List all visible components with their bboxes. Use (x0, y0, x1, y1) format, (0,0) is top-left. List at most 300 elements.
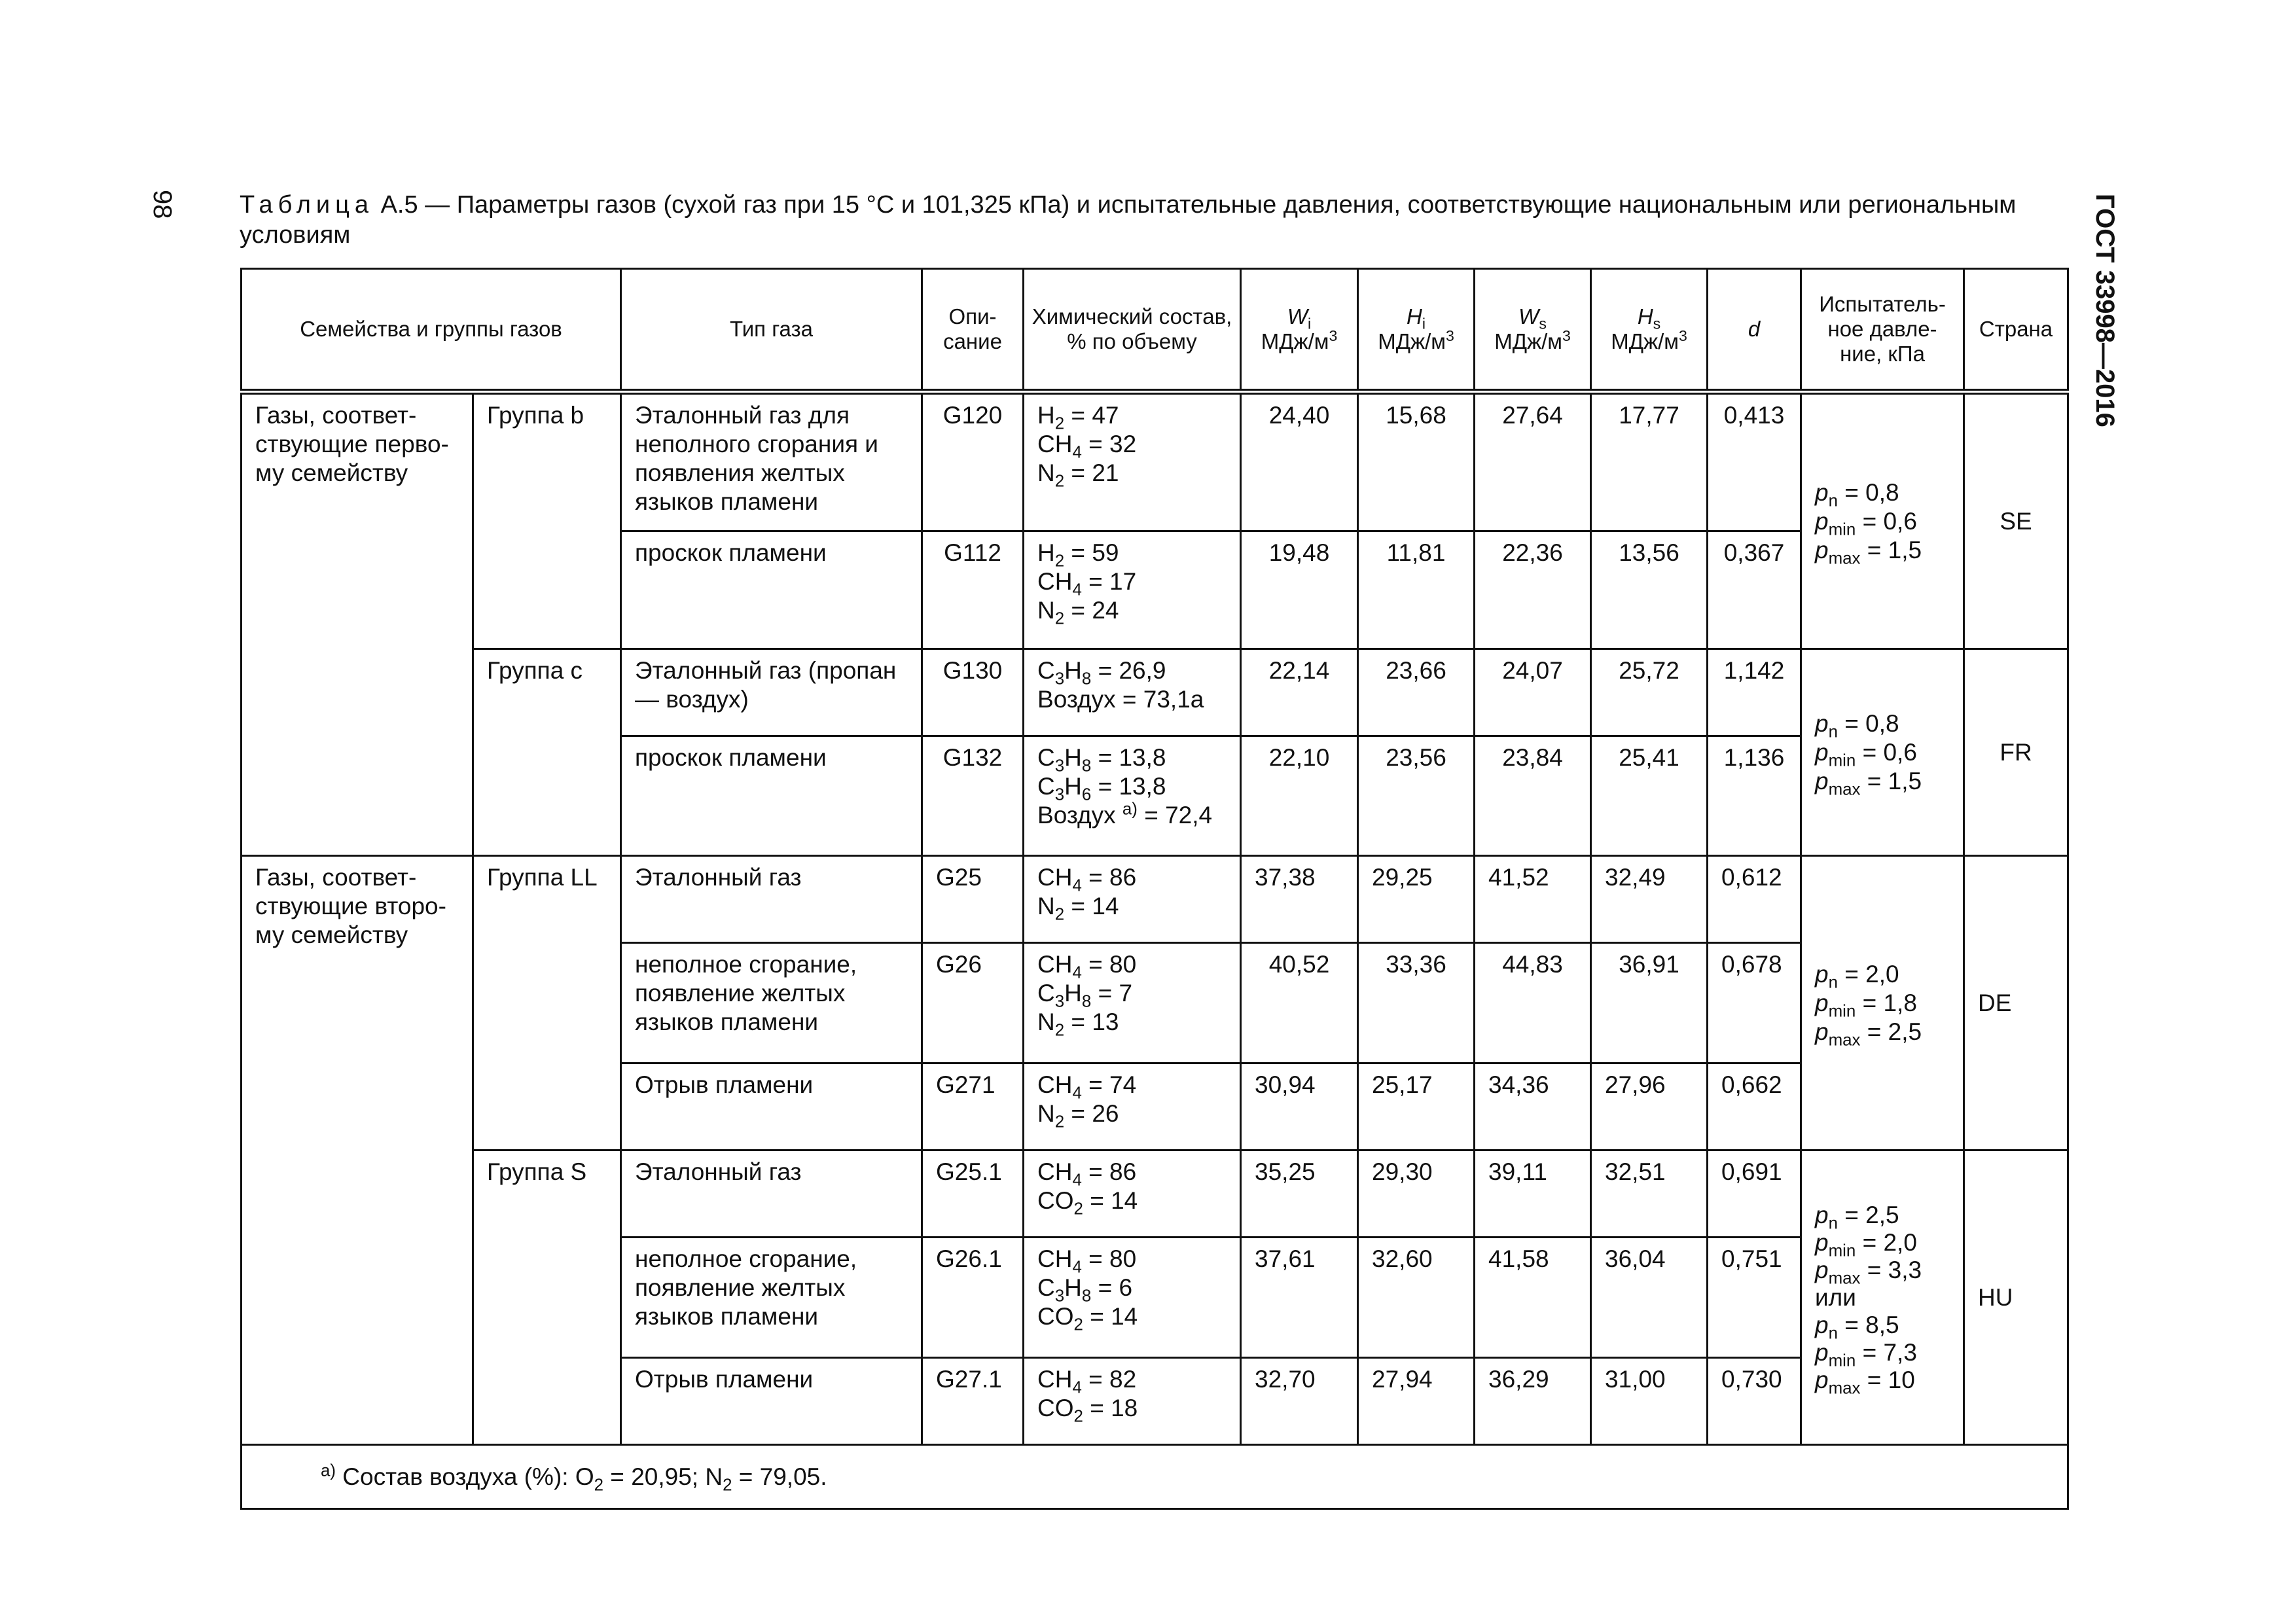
hi-cell: 23,66 (1358, 649, 1475, 736)
p-symbol: p (1815, 478, 1829, 506)
comp-text: H (1037, 539, 1055, 566)
gas-parameters-table (240, 268, 2069, 1510)
ws-cell: 44,83 (1475, 943, 1591, 1063)
comp-text: = 72,4 (1137, 802, 1213, 829)
p-sub: max (1828, 1268, 1861, 1287)
comp-line (1037, 1302, 1227, 1334)
wi-unit: МДж/м (1261, 329, 1329, 353)
table-row (242, 856, 2068, 943)
footnote-sub: 2 (723, 1475, 732, 1494)
comp-sub: 2 (1054, 552, 1065, 571)
p-value: = 0,6 (1856, 507, 1917, 535)
hs-symbol: H (1637, 304, 1653, 329)
wi-sub: i (1308, 315, 1312, 332)
p-value: = 0,8 (1838, 478, 1899, 506)
comp-text: N (1037, 459, 1055, 486)
comp-text: = 86 (1081, 1158, 1137, 1185)
pressure-line (1815, 478, 1950, 510)
ws-unit-sup: 3 (1562, 327, 1571, 344)
designation-cell: G26.1 (922, 1238, 1024, 1358)
comp-text: = 13,8 (1091, 773, 1166, 800)
comp-text: H (1064, 1274, 1082, 1301)
p-sub: max (1828, 779, 1861, 798)
composition-cell (1024, 943, 1241, 1063)
comp-sub: 2 (1073, 1407, 1083, 1426)
hs-sub: s (1653, 315, 1661, 332)
p-value: = 2,5 (1838, 1201, 1899, 1228)
gas-type-cell: Эталонный газ для неполного сгорания и появления желтых языков пламени (621, 392, 922, 531)
group-c-cell: Группа c (473, 649, 621, 856)
comp-text: Воздух (1037, 802, 1122, 829)
p-sub: n (1828, 491, 1838, 510)
country-cell: DE (1964, 856, 2068, 1150)
composition-cell (1024, 736, 1241, 856)
p-sub: n (1828, 722, 1838, 741)
ws-cell: 39,11 (1475, 1150, 1591, 1238)
comp-text: = 59 (1064, 539, 1119, 566)
comp-text: N (1037, 1100, 1055, 1127)
comp-text: CH (1037, 1158, 1073, 1185)
pressure-line (1815, 989, 1950, 1018)
composition-cell (1024, 1150, 1241, 1238)
composition-cell (1024, 531, 1241, 649)
d-cell: 0,612 (1708, 856, 1801, 943)
hi-cell: 15,68 (1358, 392, 1475, 531)
comp-text: = 18 (1083, 1395, 1138, 1421)
p-symbol: p (1815, 960, 1829, 988)
comp-sub: 2 (1054, 1113, 1065, 1132)
comp-sub: 3 (1054, 785, 1065, 804)
d-cell: 0,367 (1708, 531, 1801, 649)
hi-cell: 11,81 (1358, 531, 1475, 649)
pressure-cell-se (1801, 392, 1964, 649)
composition-cell (1024, 1238, 1241, 1358)
comp-text: CO (1037, 1187, 1074, 1214)
ws-cell: 27,64 (1475, 392, 1591, 531)
comp-text: = 17 (1081, 568, 1137, 595)
comp-sub: 3 (1054, 1287, 1065, 1306)
pressure-line (1815, 1201, 1950, 1232)
wi-unit-sup: 3 (1329, 327, 1338, 344)
comp-line (1037, 1158, 1227, 1190)
wi-cell: 32,70 (1241, 1358, 1358, 1445)
col-country-header: Страна (1964, 269, 2068, 392)
d-cell: 0,678 (1708, 943, 1801, 1063)
hi-cell: 25,17 (1358, 1063, 1475, 1150)
hs-unit-sup: 3 (1678, 327, 1687, 344)
comp-text: C (1037, 1274, 1055, 1301)
gas-type-cell: Эталонный газ (621, 856, 922, 943)
wi-cell: 35,25 (1241, 1150, 1358, 1238)
composition-cell (1024, 856, 1241, 943)
comp-line (1037, 1186, 1227, 1219)
comp-text: CH (1037, 431, 1073, 457)
comp-line (1037, 1274, 1227, 1306)
hs-cell: 27,96 (1591, 1063, 1708, 1150)
col-d-header (1708, 269, 1801, 392)
hi-cell: 29,25 (1358, 856, 1475, 943)
table-row (242, 649, 2068, 736)
comp-sub: 2 (1054, 905, 1065, 924)
ws-cell: 24,07 (1475, 649, 1591, 736)
comp-text: = 13,8 (1091, 744, 1166, 771)
wi-cell: 37,61 (1241, 1238, 1358, 1358)
hs-cell: 13,56 (1591, 531, 1708, 649)
comp-text: CO (1037, 1395, 1074, 1421)
comp-sub: 4 (1072, 1378, 1082, 1397)
hs-unit: МДж/м (1611, 329, 1679, 353)
comp-text: CH (1037, 864, 1073, 891)
designation-cell: G130 (922, 649, 1024, 736)
col-families-header: Семейства и группы газов (242, 269, 621, 392)
wi-cell: 40,52 (1241, 943, 1358, 1063)
d-cell: 0,662 (1708, 1063, 1801, 1150)
wi-cell: 30,94 (1241, 1063, 1358, 1150)
comp-text: = 7 (1091, 980, 1133, 1007)
comp-text: H (1064, 744, 1082, 771)
p-value: = 1,8 (1856, 989, 1917, 1016)
p-value: = 7,3 (1856, 1338, 1917, 1366)
hs-cell: 36,04 (1591, 1238, 1708, 1358)
comp-text: = 24 (1064, 597, 1119, 624)
wi-symbol: W (1287, 304, 1308, 329)
comp-line (1037, 892, 1227, 924)
col-composition-header: Химический состав, % по объему (1024, 269, 1241, 392)
group-s-cell: Группа S (473, 1150, 621, 1445)
comp-line (1037, 539, 1227, 571)
p-value: = 8,5 (1838, 1311, 1899, 1338)
comp-sub: 3 (1054, 757, 1065, 776)
hi-cell: 32,60 (1358, 1238, 1475, 1358)
p-sub: max (1828, 548, 1861, 567)
footnote-cell (242, 1445, 2068, 1509)
comp-line (1037, 459, 1227, 491)
p-value: = 2,5 (1860, 1018, 1922, 1045)
comp-line (1037, 1245, 1227, 1277)
comp-text: CH (1037, 1366, 1073, 1393)
comp-sub: 2 (1073, 1315, 1083, 1334)
family-second-cell: Газы, соответ-ствующие второ-му семейству (242, 856, 473, 1445)
p-symbol: p (1815, 1228, 1829, 1256)
ws-cell: 22,36 (1475, 531, 1591, 649)
pressure-cell-de (1801, 856, 1964, 1150)
hi-cell: 23,56 (1358, 736, 1475, 856)
designation-cell: G132 (922, 736, 1024, 856)
comp-line (1037, 1365, 1227, 1397)
p-sub: min (1828, 520, 1856, 539)
col-hs-header (1591, 269, 1708, 392)
hs-cell: 32,49 (1591, 856, 1708, 943)
p-symbol: p (1815, 1366, 1829, 1393)
comp-text: = 13 (1064, 1008, 1119, 1035)
comp-sub: 3 (1054, 669, 1065, 688)
pressure-line (1815, 1338, 1950, 1370)
p-symbol: p (1815, 989, 1829, 1016)
comp-text: = 82 (1081, 1366, 1137, 1393)
col-wi-header (1241, 269, 1358, 392)
comp-text: = 6 (1091, 1274, 1133, 1301)
hs-cell: 17,77 (1591, 392, 1708, 531)
p-sub: n (1828, 1213, 1838, 1232)
comp-text: = 86 (1081, 864, 1137, 891)
p-value: = 2,0 (1838, 960, 1899, 988)
wi-cell: 22,14 (1241, 649, 1358, 736)
comp-sub: 2 (1054, 414, 1065, 433)
comp-line (1037, 1099, 1227, 1132)
comp-line (1037, 567, 1227, 599)
pressure-line (1815, 536, 1950, 565)
comp-text: C (1037, 980, 1055, 1007)
hs-cell: 32,51 (1591, 1150, 1708, 1238)
comp-sub: 8 (1081, 1287, 1092, 1306)
comp-sub: 4 (1072, 1084, 1082, 1103)
p-symbol: p (1815, 536, 1829, 563)
pressure-line (1815, 507, 1950, 539)
comp-text: C (1037, 657, 1055, 684)
comp-text: = 80 (1081, 951, 1137, 978)
country-cell: SE (1964, 392, 2068, 649)
p-symbol: p (1815, 1201, 1829, 1228)
pressure-line (1815, 1366, 1950, 1397)
footnote-text: = 20,95; N (603, 1463, 723, 1490)
ws-symbol: W (1518, 304, 1539, 329)
table-row (242, 1150, 2068, 1238)
p-value: = 1,5 (1860, 536, 1922, 563)
comp-line (1037, 772, 1227, 804)
p-sub: n (1828, 972, 1838, 991)
col-gas-type-header: Тип газа (621, 269, 922, 392)
p-symbol: p (1815, 767, 1829, 794)
pressure-line (1815, 767, 1950, 796)
comp-text: Воздух = 73,1а (1037, 686, 1204, 713)
ws-cell: 36,29 (1475, 1358, 1591, 1445)
comp-line (1037, 801, 1227, 830)
comp-sub: 8 (1081, 992, 1092, 1011)
ws-cell: 23,84 (1475, 736, 1591, 856)
designation-cell: G25.1 (922, 1150, 1024, 1238)
gas-type-cell: Отрыв пламени (621, 1063, 922, 1150)
comp-line (1037, 1071, 1227, 1103)
table-caption (240, 190, 2072, 250)
p-sub: max (1828, 1378, 1861, 1397)
designation-cell: G25 (922, 856, 1024, 943)
comp-text: C (1037, 773, 1055, 800)
p-value: = 10 (1860, 1366, 1915, 1393)
gas-type-cell: неполное сгорание, появление желтых языков пламени (621, 943, 922, 1063)
family-first-cell: Газы, соответ-ствующие перво-му семейству (242, 392, 473, 856)
pressure-line (1815, 960, 1950, 989)
pressure-line (1815, 1228, 1950, 1260)
p-sub: min (1828, 1241, 1856, 1260)
col-ws-header (1475, 269, 1591, 392)
ws-cell: 41,58 (1475, 1238, 1591, 1358)
comp-text: N (1037, 597, 1055, 624)
footnote-row (242, 1445, 2068, 1509)
comp-text: = 32 (1081, 431, 1137, 457)
p-sub: max (1828, 1030, 1861, 1049)
comp-text: H (1064, 980, 1082, 1007)
comp-text: H (1064, 773, 1082, 800)
wi-cell: 22,10 (1241, 736, 1358, 856)
comp-text: = 14 (1083, 1187, 1138, 1214)
d-cell: 0,730 (1708, 1358, 1801, 1445)
p-symbol: p (1815, 1338, 1829, 1366)
comp-text: = 80 (1081, 1245, 1137, 1272)
page-number: 98 (148, 190, 177, 219)
p-value: = 0,8 (1838, 709, 1899, 737)
comp-text: = 14 (1064, 893, 1119, 919)
comp-text: CH (1037, 951, 1073, 978)
hi-unit-sup: 3 (1445, 327, 1454, 344)
hs-cell: 31,00 (1591, 1358, 1708, 1445)
footnote-mark: а) (321, 1461, 336, 1480)
d-cell: 0,751 (1708, 1238, 1801, 1358)
comp-text: C (1037, 744, 1055, 771)
comp-sub: 6 (1081, 785, 1092, 804)
p-sub: min (1828, 751, 1856, 770)
hi-cell: 33,36 (1358, 943, 1475, 1063)
ws-cell: 34,36 (1475, 1063, 1591, 1150)
col-hi-header (1358, 269, 1475, 392)
comp-sub: 4 (1072, 1258, 1082, 1277)
p-symbol: p (1815, 738, 1829, 766)
comp-line (1037, 743, 1227, 776)
comp-line (1037, 863, 1227, 895)
comp-text: CH (1037, 1071, 1073, 1098)
comp-sub: 4 (1072, 443, 1082, 462)
gas-type-cell: проскок пламени (621, 531, 922, 649)
footnote-ref: а) (1122, 800, 1138, 819)
pressure-cell-fr (1801, 649, 1964, 856)
comp-sub: 2 (1073, 1200, 1083, 1219)
wi-cell: 37,38 (1241, 856, 1358, 943)
comp-text: = 21 (1064, 459, 1119, 486)
comp-line (1037, 656, 1227, 688)
country-cell: HU (1964, 1150, 2068, 1445)
footnote-text: Состав воздуха (%): O (336, 1463, 594, 1490)
hi-sub: i (1422, 315, 1426, 332)
comp-sub: 2 (1054, 472, 1065, 491)
group-ll-cell: Группа LL (473, 856, 621, 1150)
comp-sub: 4 (1072, 876, 1082, 895)
composition-cell (1024, 1358, 1241, 1445)
wi-cell: 19,48 (1241, 531, 1358, 649)
d-cell: 1,142 (1708, 649, 1801, 736)
comp-sub: 2 (1054, 609, 1065, 628)
standard-code: ГОСТ 33998—2016 (2090, 194, 2119, 427)
footnote-text: = 79,05. (732, 1463, 827, 1490)
comp-line (1037, 950, 1227, 982)
comp-text: = 14 (1083, 1303, 1138, 1330)
comp-line (1037, 1394, 1227, 1426)
ws-unit: МДж/м (1494, 329, 1562, 353)
p-symbol: p (1815, 507, 1829, 535)
header-row (242, 269, 2068, 392)
gas-type-cell: проскок пламени (621, 736, 922, 856)
designation-cell: G27.1 (922, 1358, 1024, 1445)
p-value: = 3,3 (1860, 1256, 1922, 1283)
comp-line (1037, 979, 1227, 1011)
hi-symbol: H (1407, 304, 1422, 329)
comp-sub: 4 (1072, 1171, 1082, 1190)
comp-line (1037, 596, 1227, 628)
comp-text: CO (1037, 1303, 1074, 1330)
p-value: = 0,6 (1856, 738, 1917, 766)
comp-sub: 8 (1081, 757, 1092, 776)
comp-text: H (1037, 402, 1055, 429)
comp-line (1037, 1008, 1227, 1040)
pressure-line (1815, 738, 1950, 770)
p-symbol: p (1815, 1311, 1829, 1338)
ws-sub: s (1539, 315, 1547, 332)
hs-cell: 36,91 (1591, 943, 1708, 1063)
hs-cell: 25,72 (1591, 649, 1708, 736)
country-cell: FR (1964, 649, 2068, 856)
pressure-line (1815, 1018, 1950, 1049)
comp-text: N (1037, 1008, 1055, 1035)
designation-cell: G271 (922, 1063, 1024, 1150)
comp-sub: 4 (1072, 963, 1082, 982)
composition-cell (1024, 649, 1241, 736)
d-cell: 0,691 (1708, 1150, 1801, 1238)
p-sub: min (1828, 1001, 1856, 1020)
p-sub: min (1828, 1351, 1856, 1370)
caption-label: Таблица (240, 191, 374, 219)
hi-cell: 27,94 (1358, 1358, 1475, 1445)
comp-text: H (1064, 657, 1082, 684)
comp-text: CH (1037, 1245, 1073, 1272)
d-symbol: d (1748, 317, 1761, 341)
comp-text: N (1037, 893, 1055, 919)
hi-cell: 29,30 (1358, 1150, 1475, 1238)
group-b-cell: Группа b (473, 392, 621, 649)
caption-text: А.5 — Параметры газов (сухой газ при 15 °С и 101,325 кПа) и испытательные давления, соответствующие национальным или региональным условиям (240, 191, 2017, 249)
p-value: = 1,5 (1860, 767, 1922, 794)
composition-cell (1024, 1063, 1241, 1150)
d-cell: 0,413 (1708, 392, 1801, 531)
comp-text: CH (1037, 568, 1073, 595)
hs-cell: 25,41 (1591, 736, 1708, 856)
col-designation-header: Опи-сание (922, 269, 1024, 392)
p-value: = 2,0 (1856, 1228, 1917, 1256)
designation-cell: G112 (922, 531, 1024, 649)
p-sub: n (1828, 1323, 1838, 1342)
comp-text: = 26 (1064, 1100, 1119, 1127)
pressure-cell-hu (1801, 1150, 1964, 1445)
comp-line (1037, 685, 1227, 714)
p-symbol: p (1815, 1018, 1829, 1045)
gas-type-cell: Эталонный газ (пропан — воздух) (621, 649, 922, 736)
ws-cell: 41,52 (1475, 856, 1591, 943)
designation-cell: G26 (922, 943, 1024, 1063)
comp-text: = 26,9 (1091, 657, 1166, 684)
pressure-line (1815, 709, 1950, 741)
wi-cell: 24,40 (1241, 392, 1358, 531)
comp-sub: 8 (1081, 669, 1092, 688)
p-symbol: p (1815, 709, 1829, 737)
composition-cell (1024, 392, 1241, 531)
footnote-sub: 2 (594, 1475, 604, 1494)
col-pressure-header: Испытатель-ное давле-ние, кПа (1801, 269, 1964, 392)
comp-sub: 3 (1054, 992, 1065, 1011)
d-cell: 1,136 (1708, 736, 1801, 856)
gas-type-cell: Эталонный газ (621, 1150, 922, 1238)
gas-type-cell: неполное сгорание, появление желтых языков пламени (621, 1238, 922, 1358)
comp-text: = 74 (1081, 1071, 1137, 1098)
comp-sub: 4 (1072, 580, 1082, 599)
p-symbol: p (1815, 1256, 1829, 1283)
comp-line (1037, 401, 1227, 433)
